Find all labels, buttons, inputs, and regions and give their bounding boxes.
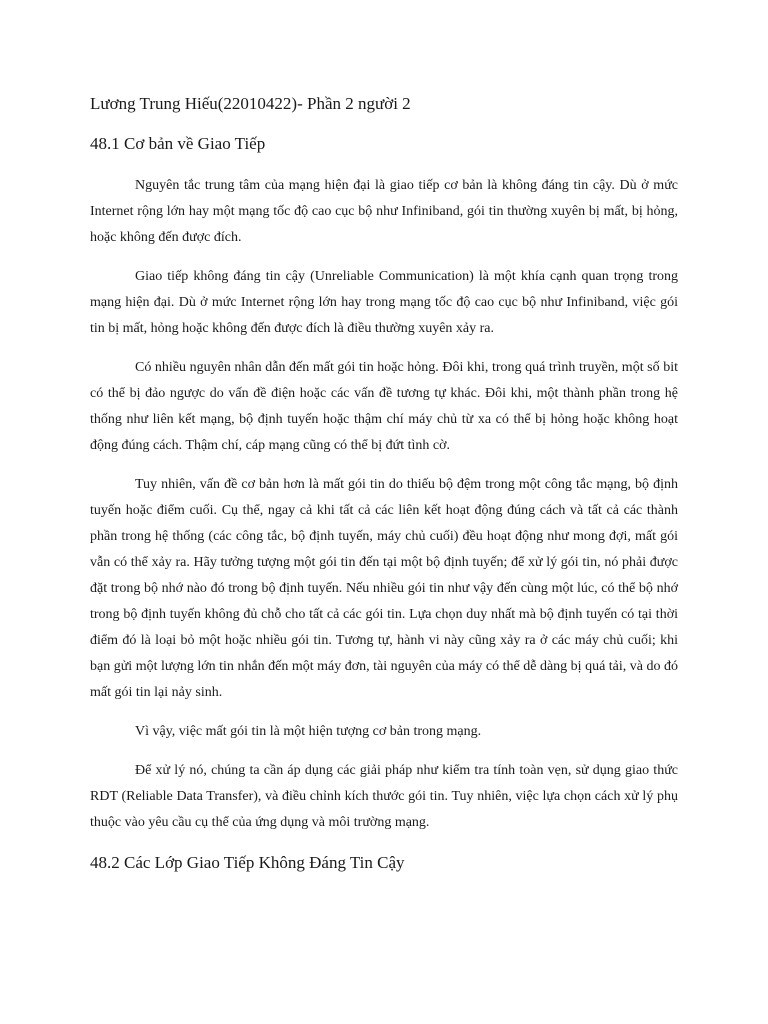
document-body	[90, 90, 678, 892]
section-heading-48-2: 48.2 Các Lớp Giao Tiếp Không Đáng Tin Cậy	[90, 853, 405, 872]
paragraph: Có nhiều nguyên nhân dẫn đến mất gói tin hoặc hỏng. Đôi khi, trong quá trình truyền, một số bit có thể bị đảo ngược do vấn đề điện hoặc các vấn đề tương tự khác. Đôi khi, một thành phần trong hệ thống như liên kết mạng, bộ định tuyến hoặc thậm chí máy chủ từ xa có thể bị hỏng hoặc không hoạt động đúng cách. Thậm chí, cáp mạng cũng có thể bị đứt tình cờ.	[90, 360, 678, 453]
section-heading-48-1: 48.1 Cơ bản về Giao Tiếp	[90, 134, 266, 153]
paragraph: Vì vậy, việc mất gói tin là một hiện tượng cơ bản trong mạng.	[135, 724, 482, 739]
author-line: Lương Trung Hiếu(22010422)- Phần 2 người 2	[90, 94, 411, 113]
paragraph: Nguyên tắc trung tâm của mạng hiện đại là giao tiếp cơ bản là không đáng tin cậy. Dù ở mức Internet rộng lớn hay một mạng tốc độ cao cục bộ như Infiniband, gói tin thường xuyên bị mất, bị hỏng, hoặc không đến được đích.	[90, 178, 678, 245]
paragraph: Để xử lý nó, chúng ta cần áp dụng các giải pháp như kiểm tra tính toàn vẹn, sử dụng giao thức RDT (Reliable Data Transfer), và điều chỉnh kích thước gói tin. Tuy nhiên, việc lựa chọn cách xử lý phụ thuộc vào yêu cầu cụ thể của ứng dụng và môi trường mạng.	[90, 763, 678, 830]
paragraph: Tuy nhiên, vấn đề cơ bản hơn là mất gói tin do thiếu bộ đệm trong một công tắc mạng, bộ định tuyến hoặc điểm cuối. Cụ thể, ngay cả khi tất cả các liên kết hoạt động đúng cách và tất cả các thành phần trong hệ thống (các công tắc, bộ định tuyến, máy chủ cuối) đều hoạt động như mong đợi, mất gói vẫn có thể xảy ra. Hãy tưởng tượng một gói tin đến tại một bộ định tuyến; để xử lý gói tin, nó phải được đặt trong bộ nhớ nào đó trong bộ định tuyến. Nếu nhiều gói tin như vậy đến cùng một lúc, có thể bộ nhớ trong bộ định tuyến không đủ chỗ cho tất cả các gói tin. Lựa chọn duy nhất mà bộ định tuyến có tại thời điểm đó là loại bỏ một hoặc nhiều gói tin. Tương tự, hành vi này cũng xảy ra ở các máy chủ cuối; khi bạn gửi một lượng lớn tin nhắn đến một máy đơn, tài nguyên của máy có thể dễ dàng bị quá tải, và do đó mất gói tin lại nảy sinh.	[90, 477, 678, 700]
paragraph: Giao tiếp không đáng tin cậy (Unreliable Communication) là một khía cạnh quan trọng trong mạng hiện đại. Dù ở mức Internet rộng lớn hay trong mạng tốc độ cao cục bộ như Infiniband, việc gói tin bị mất, hỏng hoặc không đến được đích là điều thường xuyên xảy ra.	[90, 269, 678, 336]
